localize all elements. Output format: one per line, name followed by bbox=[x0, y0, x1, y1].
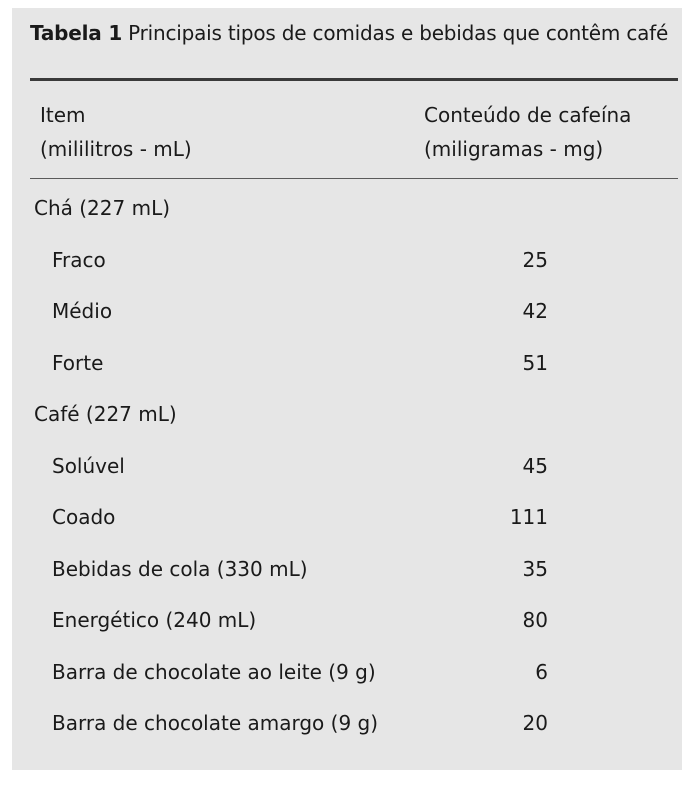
row-value: 80 bbox=[522, 608, 548, 632]
table-row bbox=[12, 446, 682, 486]
row-value: 42 bbox=[522, 299, 548, 323]
row-value: 20 bbox=[522, 711, 548, 735]
top-rule bbox=[30, 78, 678, 81]
header-rule bbox=[30, 178, 678, 179]
row-value: 111 bbox=[509, 505, 548, 529]
caption-label: Tabela 1 bbox=[30, 21, 123, 45]
table-row bbox=[12, 703, 682, 743]
table-panel bbox=[12, 8, 682, 770]
row-item: Fraco bbox=[52, 247, 106, 272]
table-row bbox=[12, 188, 682, 228]
row-item: Médio bbox=[52, 299, 113, 323]
row-item: Forte bbox=[52, 350, 104, 375]
row-item: Café (227 mL) bbox=[34, 402, 177, 426]
table-row bbox=[12, 394, 682, 434]
row-value: 35 bbox=[522, 556, 548, 581]
item-column-header bbox=[40, 98, 192, 166]
table-row bbox=[12, 600, 682, 640]
item-header-unit: (mililitros - mL) bbox=[40, 137, 192, 161]
caffeine-column-header bbox=[424, 98, 631, 166]
table-row bbox=[12, 240, 682, 280]
row-value: 51 bbox=[522, 350, 548, 375]
table-row bbox=[12, 497, 682, 537]
row-item: Barra de chocolate amargo (9 g) bbox=[52, 711, 379, 735]
table-caption bbox=[30, 20, 678, 46]
row-value: 6 bbox=[535, 659, 548, 684]
table-row bbox=[12, 343, 682, 383]
table-row bbox=[12, 549, 682, 589]
row-item: Coado bbox=[52, 505, 116, 529]
row-item: Bebidas de cola (330 mL) bbox=[52, 556, 308, 581]
caffeine-header-unit: (miligramas - mg) bbox=[424, 137, 604, 161]
row-value: 45 bbox=[522, 453, 548, 478]
table-row bbox=[12, 652, 682, 692]
row-item: Chá (227 mL) bbox=[34, 196, 171, 220]
row-item: Energético (240 mL) bbox=[52, 608, 257, 632]
item-header-title: Item bbox=[40, 103, 86, 127]
caption-text: Principais tipos de comidas e bebidas que contêm café bbox=[128, 21, 669, 45]
row-item: Solúvel bbox=[52, 453, 125, 478]
row-value: 25 bbox=[522, 247, 548, 272]
table-row bbox=[12, 291, 682, 331]
caffeine-header-title: Conteúdo de cafeína bbox=[424, 103, 632, 127]
row-item: Barra de chocolate ao leite (9 g) bbox=[52, 659, 376, 684]
